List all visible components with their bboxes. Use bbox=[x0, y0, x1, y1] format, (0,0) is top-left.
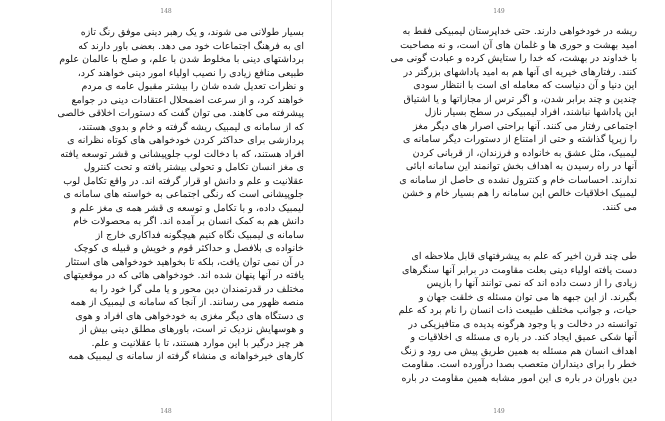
text-line: ای به فرهنگ اجتماعات خود می دهد. بعضی باور دارند که bbox=[78, 40, 304, 52]
text-line: برداشتهای دینی با مخلوط شدن با علم، و صلح با عالمان علوم bbox=[59, 54, 304, 65]
text-line: این دنیا و آن دنیاست که معامله ای است با انتظار سودی bbox=[413, 80, 637, 91]
text-line: مختلف در قدرتمندان دین محور و یا ملی گرا خود را به bbox=[89, 283, 304, 295]
text-line: زیادی را از دست داده اند که نمی توانند آنها را بازپس bbox=[426, 278, 637, 289]
text-line: کارهای خیرخواهانه ی منشاء گرفته از سامانه ی لیمبیک همه bbox=[68, 351, 304, 362]
right-page-body bbox=[365, 25, 637, 385]
text-line: می کنند. bbox=[602, 201, 637, 213]
paragraph bbox=[365, 25, 637, 214]
text-line: توانسته در دخالت و یا وجود هرگونه پدیده ی متافیزیکی در bbox=[408, 318, 637, 330]
text-line: ی مغز انسان تکامل و تحولی بیشتر یافته و تحت کنترول bbox=[83, 162, 304, 173]
text-line: اجتماعی رفتار می کنند. آنها براحتی اصرار های دیگر مغز bbox=[413, 120, 637, 132]
text-line: لیمبیک داده، و با تکامل و توسعه ی قشر همه ی مغز علم و bbox=[71, 202, 304, 214]
text-line: و هوسهایش نزدیک تر است، باورهای مطلق دینی بیش از bbox=[79, 324, 304, 335]
text-line: خانواده ی بلافصل و حداکثر قوم و خویش و قبیله ی کوچک bbox=[74, 243, 304, 254]
text-line: دست یافته اولیاء دینی بعلت مقاومت در برابر آنها سنگرهای bbox=[402, 264, 637, 276]
text-line: لیمبیک اخلاقیات خالص این سامانه را هم بسیار خام و خشن bbox=[402, 188, 637, 199]
text-line: که از سامانه ی لیمبیک ریشه گرفته و خام و بدوی هستند، bbox=[78, 121, 304, 133]
text-line: خواهند کرد، و از سرعت اضمحلال اعتقادات دینی در جوامع bbox=[71, 94, 304, 106]
text-line: دین باوران در باره ی این امور مشابه همین مقاومت در باره bbox=[401, 372, 637, 384]
text-line: ندارند. احساسات خام و کنترول نشده ی حاصل از سامانه ی bbox=[399, 174, 637, 186]
text-line: جلوپیشانی است که رنگی اجتماعی به خواسته های سامانه ی bbox=[63, 189, 304, 200]
text-line: در آن نمی توان یافت، بلکه تا بخواهید خودخواهی های استثار bbox=[65, 256, 304, 268]
text-line: لیمبیک، مثل عشق به خانواده و فرزندان، از قربانی کردن bbox=[412, 147, 637, 159]
text-line: این پاداشها نباشند، افراد لیمبیکی در سطح بسیار نازل bbox=[424, 107, 637, 118]
text-line: عقلانیت و علم و دانش او قرار گرفته اند. در واقع تکامل لوب bbox=[63, 175, 304, 187]
paragraph bbox=[365, 250, 637, 385]
text-line: افراد هستند، که با دخالت لوب جلوپیشانی و قشر توسعه یافته bbox=[60, 148, 304, 160]
text-line: چندین و چند برابر شدن، و اگر ترس از مجازاتها و یا اشتیاق bbox=[403, 93, 637, 105]
text-line: خطر را برای دینداران متعصب بصدا درآورده است. مقاومت bbox=[401, 359, 637, 370]
text-line: بسیار طولانی می شوند، و یک رهبر دینی موفق رنگ تازه bbox=[80, 27, 304, 38]
text-line: کنند. رفتارهای خیریه ای آنها هم به امید پاداشهای بزرگتر در bbox=[403, 66, 637, 78]
text-line: بگیرند. از این جبهه ها می توان مسئله ی خلقت جهان و bbox=[419, 291, 637, 303]
text-line: طی چند قرن اخیر که علم به پیشرفتهای قابل ملاحظه ای bbox=[411, 251, 637, 262]
text-line: ریشه در خودخواهی دارند. حتی خداپرستان لیمبیکی فقط به bbox=[402, 26, 637, 37]
text-line: پردازشی برای حداکثر کردن خودخواهی های کوتاه نظرانه ی bbox=[67, 135, 304, 146]
text-line: امید بهشت و حوری ها و غلمان های آن است، و نه مصاحبت bbox=[400, 39, 637, 51]
text-line: منصه ظهور می رسانند. از آنجا که سامانه ی لیمبیک از همه bbox=[70, 297, 304, 308]
text-line: طبیعی منافع زیادی را نصیب اولیاء امور دینی خواهند کرد، bbox=[77, 67, 304, 79]
text-line: ی دستگاه های دیگر مغزی به خودخواهی های افراد و هوی bbox=[75, 310, 304, 322]
text-line: هر چیز درگیر با این موارد هستند، تا با عقلانیت و علم. bbox=[91, 337, 304, 349]
right-page bbox=[333, 0, 665, 421]
left-page-body bbox=[30, 26, 304, 364]
text-line: آنها در راه رسیدن به اهداف بخش توانمند این سامانه ابائی bbox=[405, 161, 637, 172]
text-line: با خداوند در بهشت، که خدا را ستایش کرده و عبادت گونی می bbox=[390, 53, 637, 64]
left-page bbox=[0, 0, 332, 421]
text-line: سامانه ی لیمبیک نگاه کنیم هیچگونه فداکاری خارج از bbox=[95, 229, 304, 241]
text-line: پیشرفته می کاهند. می توان گفت که دستورات اخلاقی خالصی bbox=[57, 108, 304, 119]
text-line: دانش هم به کمک انسان بر آمده اند. اگر به محصولات خام bbox=[73, 216, 304, 227]
page-number-bottom: 149 bbox=[493, 408, 505, 415]
text-line: آنها شکی عمیق ایجاد کند. در باره ی مسئله ی اخلاقیات و bbox=[410, 332, 637, 343]
gutter-divider bbox=[331, 0, 332, 421]
page-number-top: 149 bbox=[493, 8, 505, 15]
page-number-bottom: 148 bbox=[160, 408, 172, 415]
text-line: اهداف انسان هم مسئله به همین طریق پیش می رود و زنگ bbox=[400, 345, 637, 357]
page-number-top: 148 bbox=[160, 8, 172, 15]
text-line: را زیرپا گذاشته و حتی از امتناع از دستورات دیگر سامانه ی bbox=[402, 134, 637, 145]
text-line: یافته در آنها پنهان شده اند. خودخواهی هائی که در موقعیتهای bbox=[63, 270, 304, 281]
text-line: حیات، و جوانب مختلف طبیعت ذات انسان را نام برد که علم bbox=[398, 305, 637, 316]
text-line: و نظرات تعدیل شده شان را بیشتر مقبول عامه ی مردم bbox=[81, 81, 304, 92]
